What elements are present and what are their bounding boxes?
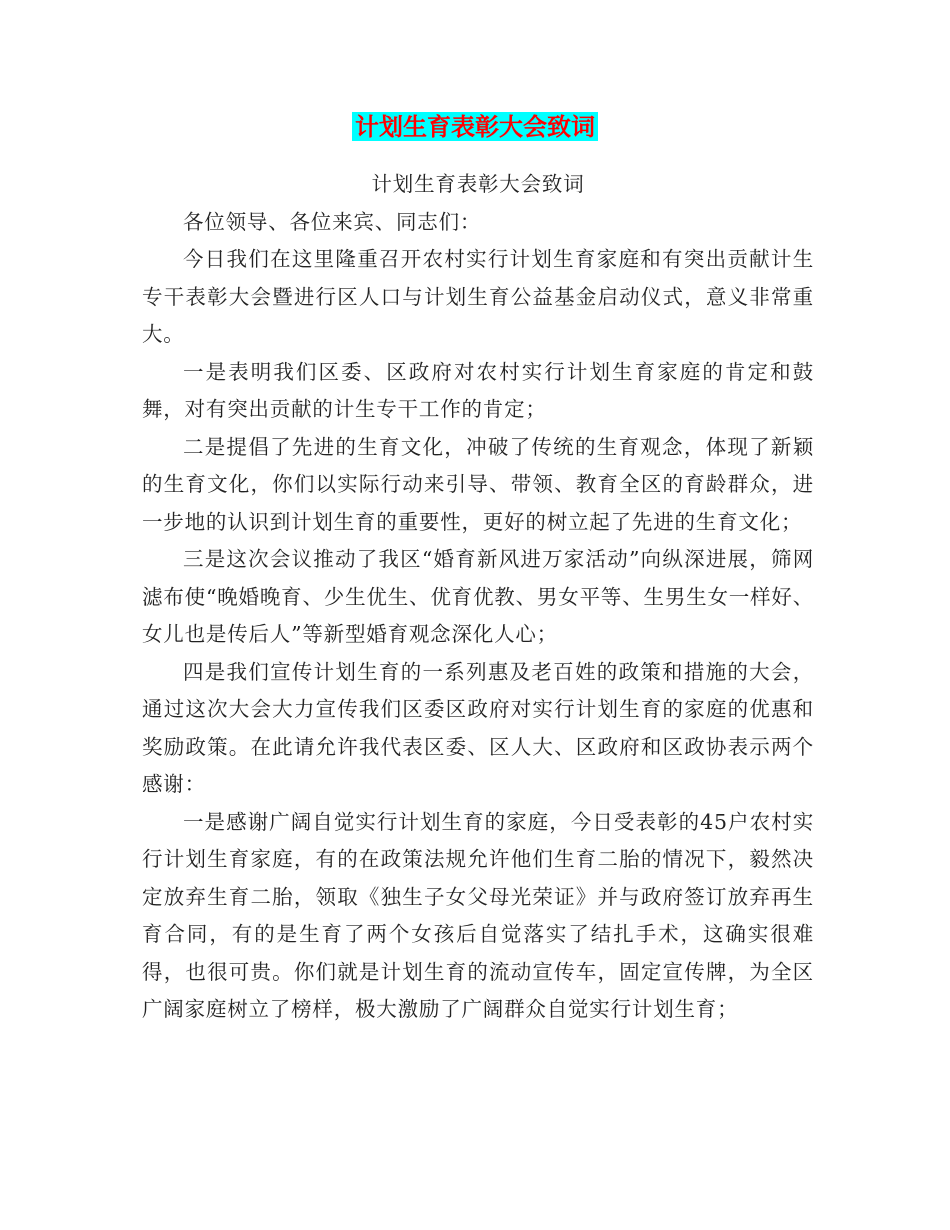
paragraph-point-four: 四是我们宣传计划生育的一系列惠及老百姓的政策和措施的大会，通过这次大会大力宣传我们区委区政府对实行计划生育的家庭的优惠和奖励政策。在此请允许我代表区委、区人大、区政府和区政协表示两个感谢： <box>142 659 814 796</box>
document-title <box>0 110 950 144</box>
paragraph-point-one: 一是表明我们区委、区政府对农村实行计划生育家庭的肯定和鼓舞，对有突出贡献的计生专干工作的肯定； <box>142 359 814 421</box>
document-body <box>142 166 814 1029</box>
paragraph-point-three: 三是这次会议推动了我区“婚育新风进万家活动”向纵深进展，筛网滤布使“晚婚晚育、少生优生、优育优教、男女平等、生男生女一样好、女儿也是传后人”等新型婚育观念深化人心； <box>142 547 814 646</box>
paragraph-salutation: 各位领导、各位来宾、同志们： <box>183 209 482 234</box>
paragraph-thanks-one: 一是感谢广阔自觉实行计划生育的家庭，今日受表彰的45户农村实行计划生育家庭，有的在政策法规允许他们生育二胎的情况下，毅然决定放弃生育二胎，领取《独生子女父母光荣证》并与政府签订放弃再生育合同，有的是生育了两个女孩后自觉落实了结扎手术，这确实很难得，也很可贵。你们就是计划生育的流动宣传车，固定宣传牌，为全区广阔家庭树立了榜样，极大激励了广阔群众自觉实行计划生育； <box>142 809 814 1021</box>
document-title-text: 计划生育表彰大会致词 <box>352 112 598 141</box>
paragraph-point-two: 二是提倡了先进的生育文化，冲破了传统的生育观念，体现了新颖的生育文化，你们以实际行动来引导、带领、教育全区的育龄群众，进一步地的认识到计划生育的重要性，更好的树立起了先进的生育文化； <box>142 434 814 534</box>
document-subtitle: 计划生育表彰大会致词 <box>371 172 585 196</box>
paragraph-opening: 今日我们在这里隆重召开农村实行计划生育家庭和有突出贡献计生专干表彰大会暨进行区人口与计划生育公益基金启动仪式，意义非常重大。 <box>142 247 814 346</box>
